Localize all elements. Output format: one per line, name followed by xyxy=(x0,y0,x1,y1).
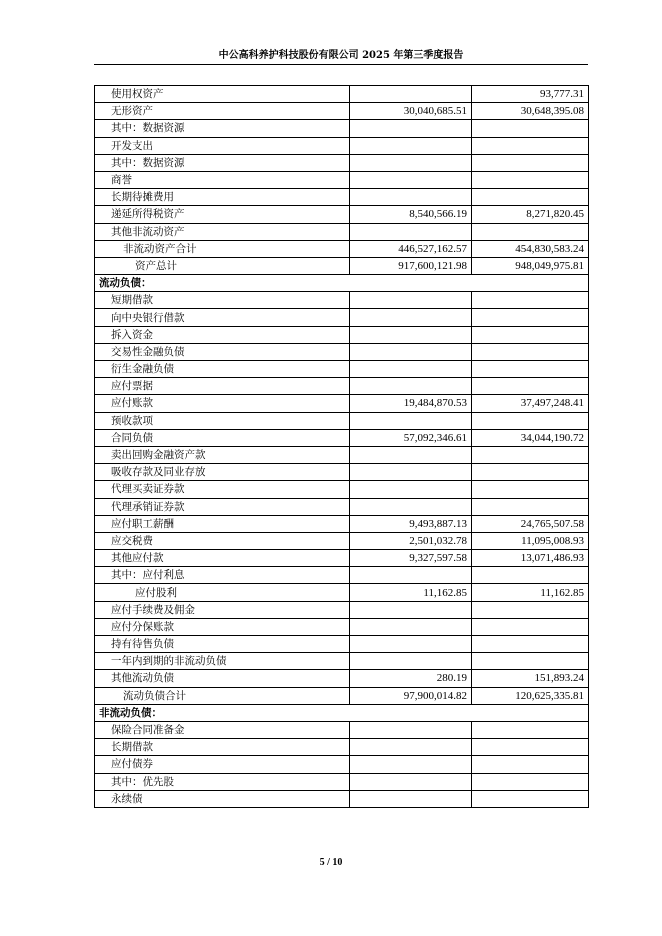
prior-year-end-value: 454,830,583.24 xyxy=(472,240,589,257)
row-label: 应付分保账款 xyxy=(95,618,350,635)
prior-year-end-value xyxy=(472,412,589,429)
table-row xyxy=(95,223,589,240)
table-row xyxy=(95,739,589,756)
row-label: 衍生金融负债 xyxy=(95,361,350,378)
row-label: 持有待售负债 xyxy=(95,636,350,653)
table-row xyxy=(95,171,589,188)
prior-year-end-value xyxy=(472,378,589,395)
prior-year-end-value xyxy=(472,756,589,773)
period-end-value xyxy=(350,154,472,171)
row-label: 其中：优先股 xyxy=(95,773,350,790)
period-end-value: 280.19 xyxy=(350,670,472,687)
prior-year-end-value xyxy=(472,498,589,515)
prior-year-end-value xyxy=(472,636,589,653)
row-label: 其中：应付利息 xyxy=(95,567,350,584)
table-row xyxy=(95,206,589,223)
row-label: 非流动资产合计 xyxy=(95,240,350,257)
period-end-value xyxy=(350,309,472,326)
table-row xyxy=(95,343,589,360)
period-end-value xyxy=(350,481,472,498)
period-end-value xyxy=(350,721,472,738)
row-label: 永续债 xyxy=(95,790,350,807)
period-end-value xyxy=(350,378,472,395)
header-divider xyxy=(94,64,588,65)
row-label: 商誉 xyxy=(95,171,350,188)
prior-year-end-value xyxy=(472,653,589,670)
table-row xyxy=(95,361,589,378)
section-heading: 流动负债： xyxy=(95,275,589,292)
row-label: 开发支出 xyxy=(95,137,350,154)
table-row xyxy=(95,309,589,326)
table-row xyxy=(95,498,589,515)
table-row xyxy=(95,515,589,532)
row-label: 拆入资金 xyxy=(95,326,350,343)
prior-year-end-value xyxy=(472,292,589,309)
row-label: 应付债券 xyxy=(95,756,350,773)
row-label: 无形资产 xyxy=(95,103,350,120)
table-row xyxy=(95,653,589,670)
prior-year-end-value: 30,648,395.08 xyxy=(472,103,589,120)
period-end-value xyxy=(350,120,472,137)
table-row xyxy=(95,773,589,790)
table-row xyxy=(95,378,589,395)
period-end-value xyxy=(350,446,472,463)
prior-year-end-value xyxy=(472,343,589,360)
table-row xyxy=(95,189,589,206)
period-end-value: 917,600,121.98 xyxy=(350,257,472,274)
period-end-value xyxy=(350,292,472,309)
table-row xyxy=(95,704,589,721)
prior-year-end-value: 24,765,507.58 xyxy=(472,515,589,532)
period-end-value xyxy=(350,223,472,240)
period-end-value: 30,040,685.51 xyxy=(350,103,472,120)
prior-year-end-value: 11,095,008.93 xyxy=(472,532,589,549)
prior-year-end-value xyxy=(472,790,589,807)
period-end-value xyxy=(350,498,472,515)
row-label: 应付手续费及佣金 xyxy=(95,601,350,618)
row-label: 一年内到期的非流动负债 xyxy=(95,653,350,670)
row-label: 交易性金融负债 xyxy=(95,343,350,360)
table-row xyxy=(95,275,589,292)
row-label: 递延所得税资产 xyxy=(95,206,350,223)
period-end-value: 57,092,346.61 xyxy=(350,429,472,446)
prior-year-end-value xyxy=(472,446,589,463)
row-label: 应付票据 xyxy=(95,378,350,395)
table-row xyxy=(95,240,589,257)
prior-year-end-value xyxy=(472,721,589,738)
table-row xyxy=(95,395,589,412)
prior-year-end-value xyxy=(472,309,589,326)
period-end-value xyxy=(350,86,472,103)
period-end-value xyxy=(350,790,472,807)
table-row xyxy=(95,790,589,807)
period-end-value: 8,540,566.19 xyxy=(350,206,472,223)
table-row xyxy=(95,326,589,343)
table-row xyxy=(95,618,589,635)
row-label: 应付账款 xyxy=(95,395,350,412)
prior-year-end-value xyxy=(472,223,589,240)
prior-year-end-value xyxy=(472,464,589,481)
period-end-value xyxy=(350,618,472,635)
table-row xyxy=(95,687,589,704)
period-end-value: 2,501,032.78 xyxy=(350,532,472,549)
row-label: 其中：数据资源 xyxy=(95,120,350,137)
section-heading: 非流动负债： xyxy=(95,704,589,721)
prior-year-end-value: 13,071,486.93 xyxy=(472,550,589,567)
row-label: 预收款项 xyxy=(95,412,350,429)
prior-year-end-value xyxy=(472,567,589,584)
table-row xyxy=(95,481,589,498)
period-end-value xyxy=(350,567,472,584)
period-end-value xyxy=(350,464,472,481)
report-header-title: 中公高科养护科技股份有限公司 2025 年第三季度报告 xyxy=(218,50,464,61)
row-label: 流动负债合计 xyxy=(95,687,350,704)
table-row xyxy=(95,103,589,120)
row-label: 代理承销证券款 xyxy=(95,498,350,515)
period-end-value xyxy=(350,189,472,206)
period-end-value: 9,493,887.13 xyxy=(350,515,472,532)
table-row xyxy=(95,601,589,618)
row-label: 应付股利 xyxy=(95,584,350,601)
row-label: 使用权资产 xyxy=(95,86,350,103)
prior-year-end-value: 11,162.85 xyxy=(472,584,589,601)
table-row xyxy=(95,412,589,429)
row-label: 代理买卖证券款 xyxy=(95,481,350,498)
prior-year-end-value xyxy=(472,773,589,790)
balance-sheet-table xyxy=(94,85,589,808)
row-label: 长期借款 xyxy=(95,739,350,756)
prior-year-end-value xyxy=(472,618,589,635)
row-label: 其他流动负债 xyxy=(95,670,350,687)
period-end-value xyxy=(350,343,472,360)
prior-year-end-value xyxy=(472,154,589,171)
table-row xyxy=(95,670,589,687)
row-label: 短期借款 xyxy=(95,292,350,309)
row-label: 合同负债 xyxy=(95,429,350,446)
row-label: 应交税费 xyxy=(95,532,350,549)
period-end-value xyxy=(350,361,472,378)
prior-year-end-value xyxy=(472,171,589,188)
table-row xyxy=(95,756,589,773)
table-row xyxy=(95,292,589,309)
table-row xyxy=(95,120,589,137)
prior-year-end-value: 8,271,820.45 xyxy=(472,206,589,223)
period-end-value xyxy=(350,601,472,618)
period-end-value xyxy=(350,756,472,773)
period-end-value xyxy=(350,739,472,756)
period-end-value xyxy=(350,412,472,429)
prior-year-end-value: 34,044,190.72 xyxy=(472,429,589,446)
period-end-value: 446,527,162.57 xyxy=(350,240,472,257)
table-row xyxy=(95,86,589,103)
table-row xyxy=(95,584,589,601)
row-label: 其中：数据资源 xyxy=(95,154,350,171)
prior-year-end-value xyxy=(472,601,589,618)
period-end-value xyxy=(350,326,472,343)
period-end-value: 11,162.85 xyxy=(350,584,472,601)
row-label: 其他非流动资产 xyxy=(95,223,350,240)
prior-year-end-value: 948,049,975.81 xyxy=(472,257,589,274)
row-label: 向中央银行借款 xyxy=(95,309,350,326)
prior-year-end-value: 93,777.31 xyxy=(472,86,589,103)
period-end-value xyxy=(350,636,472,653)
period-end-value: 9,327,597.58 xyxy=(350,550,472,567)
row-label: 资产总计 xyxy=(95,257,350,274)
prior-year-end-value: 151,893.24 xyxy=(472,670,589,687)
prior-year-end-value: 120,625,335.81 xyxy=(472,687,589,704)
table-row xyxy=(95,137,589,154)
prior-year-end-value xyxy=(472,739,589,756)
table-row xyxy=(95,446,589,463)
row-label: 应付职工薪酬 xyxy=(95,515,350,532)
table-row xyxy=(95,464,589,481)
table-row xyxy=(95,721,589,738)
table-row xyxy=(95,154,589,171)
prior-year-end-value: 37,497,248.41 xyxy=(472,395,589,412)
table-row xyxy=(95,257,589,274)
period-end-value xyxy=(350,137,472,154)
table-row xyxy=(95,550,589,567)
period-end-value xyxy=(350,171,472,188)
prior-year-end-value xyxy=(472,361,589,378)
prior-year-end-value xyxy=(472,326,589,343)
period-end-value xyxy=(350,773,472,790)
row-label: 保险合同准备金 xyxy=(95,721,350,738)
period-end-value xyxy=(350,653,472,670)
period-end-value: 97,900,014.82 xyxy=(350,687,472,704)
page-number: 5 / 10 xyxy=(319,857,343,868)
row-label: 其他应付款 xyxy=(95,550,350,567)
table-row xyxy=(95,636,589,653)
table-row xyxy=(95,532,589,549)
prior-year-end-value xyxy=(472,481,589,498)
row-label: 吸收存款及同业存放 xyxy=(95,464,350,481)
prior-year-end-value xyxy=(472,120,589,137)
prior-year-end-value xyxy=(472,189,589,206)
table-row xyxy=(95,429,589,446)
row-label: 长期待摊费用 xyxy=(95,189,350,206)
period-end-value: 19,484,870.53 xyxy=(350,395,472,412)
table-row xyxy=(95,567,589,584)
row-label: 卖出回购金融资产款 xyxy=(95,446,350,463)
prior-year-end-value xyxy=(472,137,589,154)
